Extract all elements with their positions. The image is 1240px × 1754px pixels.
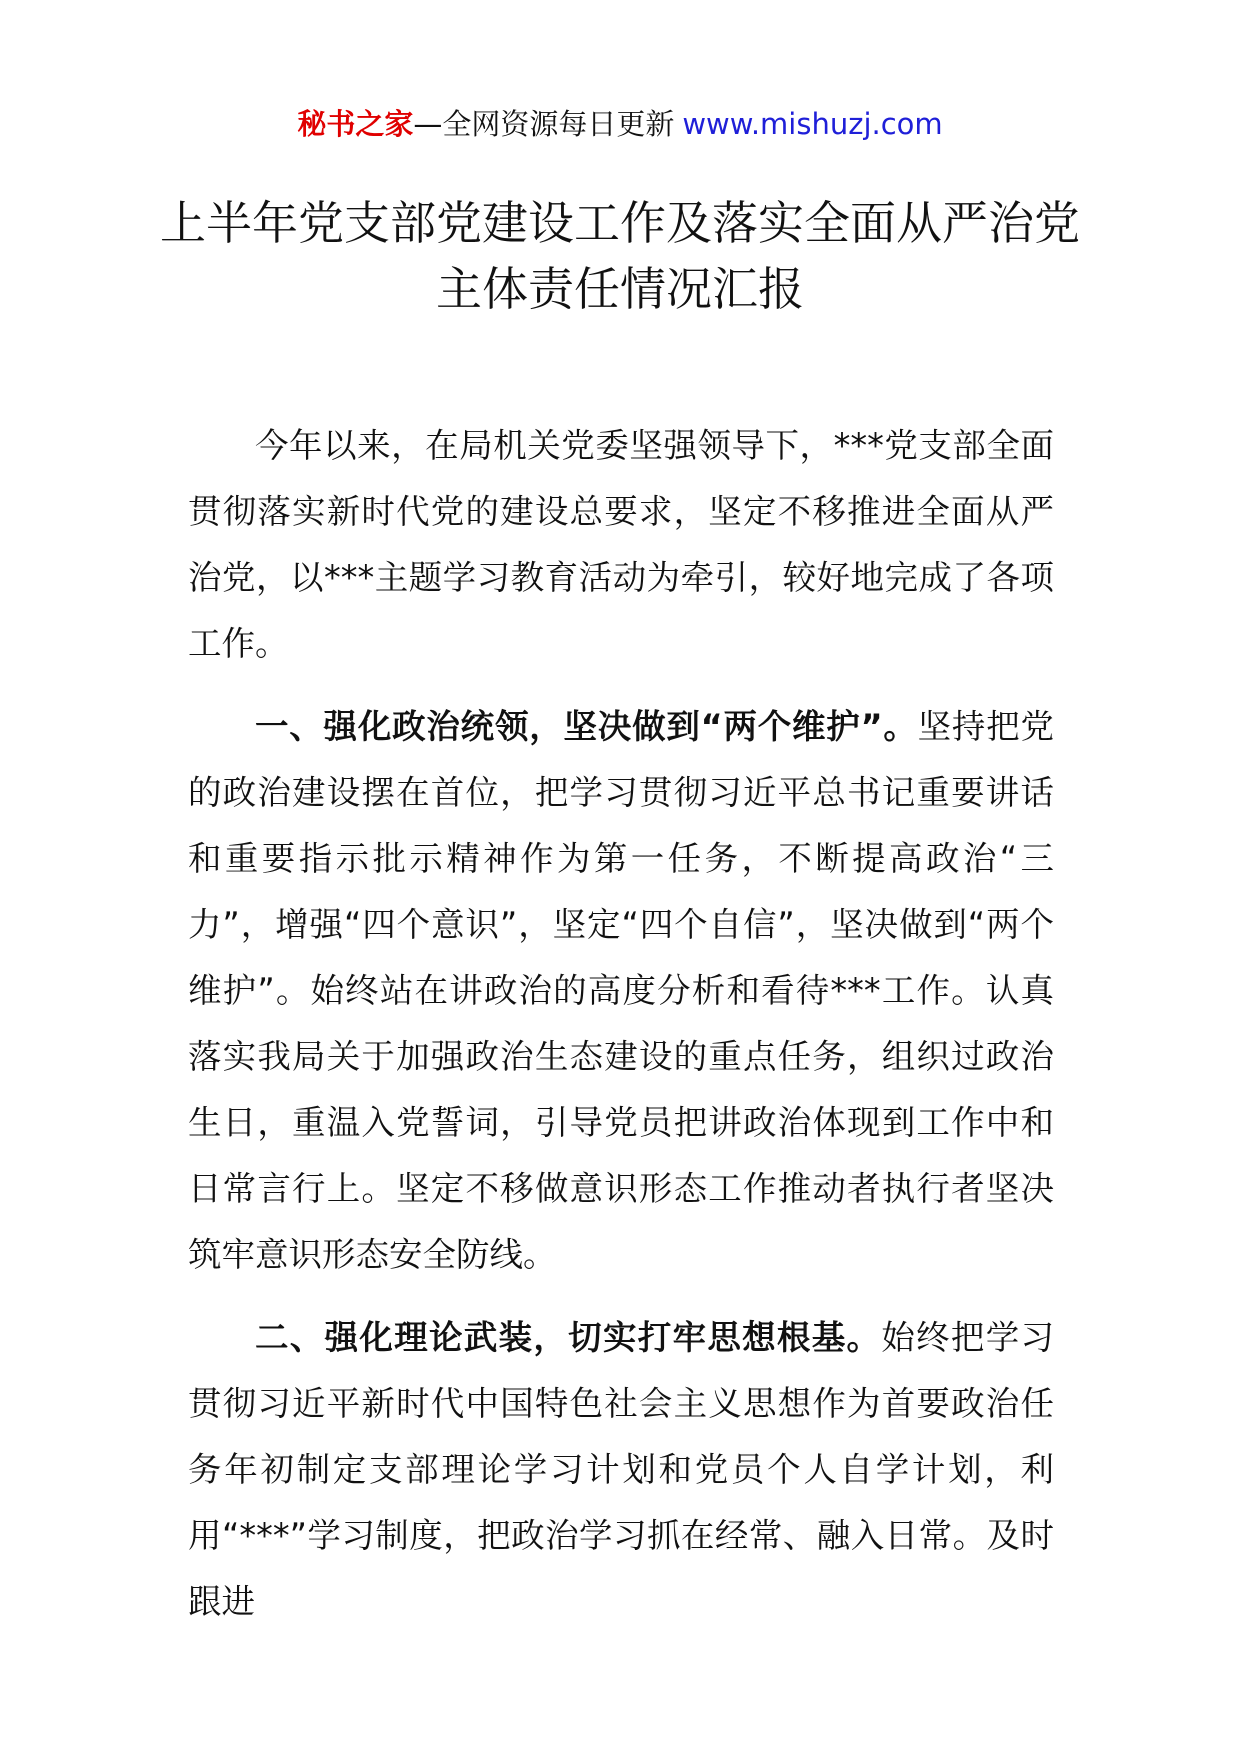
- section-one-text: 坚持把党的政治建设摆在首位，把学习贯彻习近平总书记重要讲话和重要指示批示精神作为第一任务，不断提高政治“三力”，增强“四个意识”，坚定“四个自信”，坚决做到“两个维护”。始终站在讲政治的高度分析和看待***工作。认真落实我局关于加强政治生态建设的重点任务，组织过政治生日，重温入党誓词，引导党员把讲政治体现到工作中和日常言行上。坚定不移做意识形态工作推动者执行者坚决筑牢意识形态安全防线。: [188, 707, 1054, 1274]
- intro-paragraph: [188, 413, 1054, 677]
- section-one-paragraph: [188, 694, 1054, 1288]
- brand-name: 秘书之家: [297, 107, 414, 141]
- section-two-text: 始终把学习贯彻习近平新时代中国特色社会主义思想作为首要政治任务年初制定支部理论学习计划和党员个人自学计划，利用“***”学习制度，把政治学习抓在经常、融入日常。及时跟进: [188, 1318, 1055, 1621]
- section-one-heading: 一、强化政治统领，坚决做到“两个维护”。: [255, 707, 918, 746]
- site-header: [0, 104, 1240, 144]
- document-title: 上半年党支部党建设工作及落实全面从严治党主体责任情况汇报: [160, 196, 1080, 316]
- document-body: [188, 413, 1054, 1652]
- header-tagline: —全网资源每日更新: [413, 107, 675, 141]
- paragraph-text: 今年以来，在局机关党委坚强领导下，***党支部全面贯彻落实新时代党的建设总要求，坚定不移推进全面从严治党，以***主题学习教育活动为牵引，较好地完成了各项工作。: [188, 426, 1054, 663]
- site-url-link[interactable]: www.mishuzj.com: [682, 107, 943, 141]
- section-two-heading: 二、强化理论武装，切实打牢思想根基。: [255, 1318, 882, 1357]
- section-two-paragraph: [188, 1305, 1054, 1635]
